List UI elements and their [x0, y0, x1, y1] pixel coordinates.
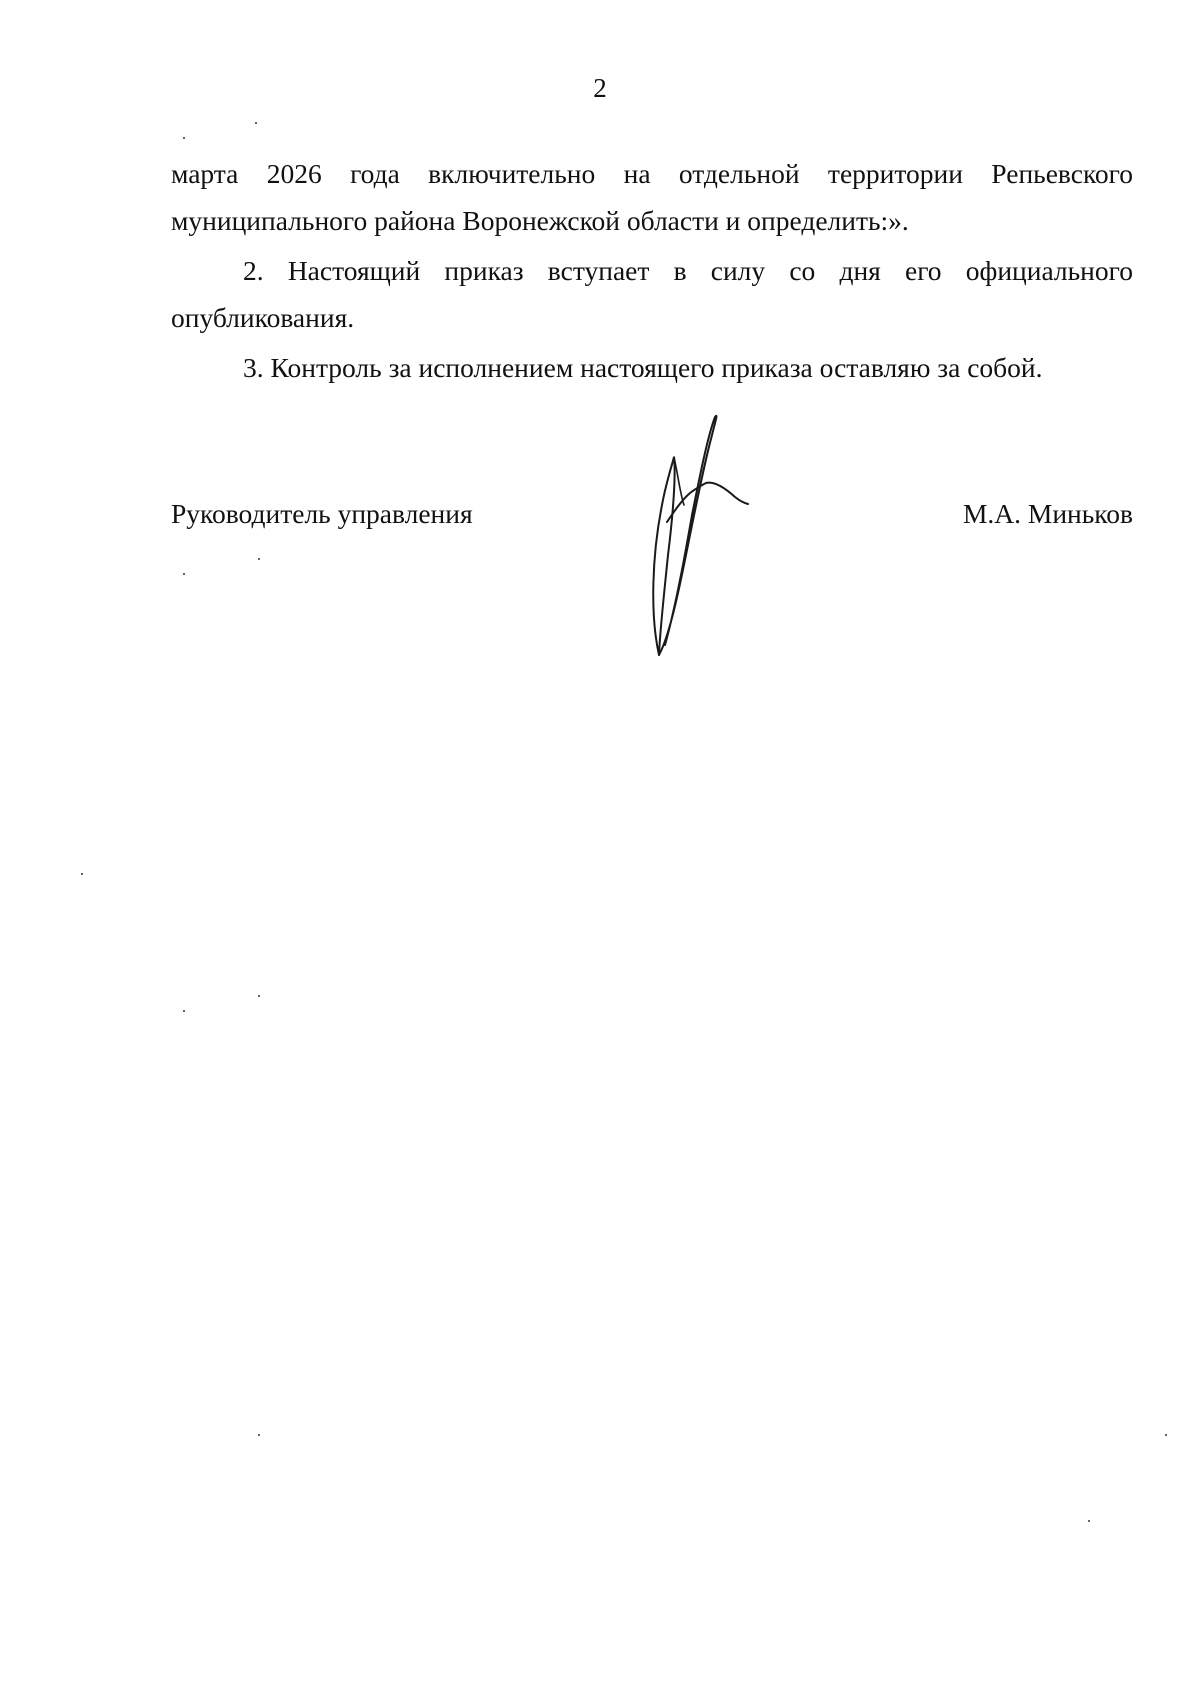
scan-speck — [258, 558, 260, 560]
paragraph-control — [171, 344, 1133, 391]
page-number: 2 — [593, 73, 607, 103]
scan-speck — [81, 873, 83, 875]
scan-speck — [183, 137, 185, 139]
paragraph-2-text: 2. Настоящий приказ вступает в силу со дня его официального опубликования. — [171, 255, 1133, 333]
paragraph-1-text: марта 2026 года включительно на отдельной территории Репьевского муниципального района Воронежской области и определить:». — [171, 158, 1133, 236]
scan-speck — [258, 1434, 260, 1436]
scan-speck — [258, 995, 260, 997]
paragraph-3-text: 3. Контроль за исполнением настоящего приказа оставляю за собой. — [243, 352, 1043, 383]
scan-speck — [1088, 1520, 1090, 1522]
paragraph-effective-date — [171, 247, 1133, 341]
scan-speck — [183, 573, 185, 575]
signer-name: М.А. Миньков — [962, 498, 1133, 529]
scan-speck — [183, 1010, 185, 1012]
signer-title: Руководитель управления — [171, 498, 473, 529]
paragraph-continuation — [171, 150, 1133, 244]
scan-speck — [1165, 1434, 1167, 1436]
handwritten-signature — [640, 405, 790, 665]
scan-speck — [255, 122, 257, 124]
